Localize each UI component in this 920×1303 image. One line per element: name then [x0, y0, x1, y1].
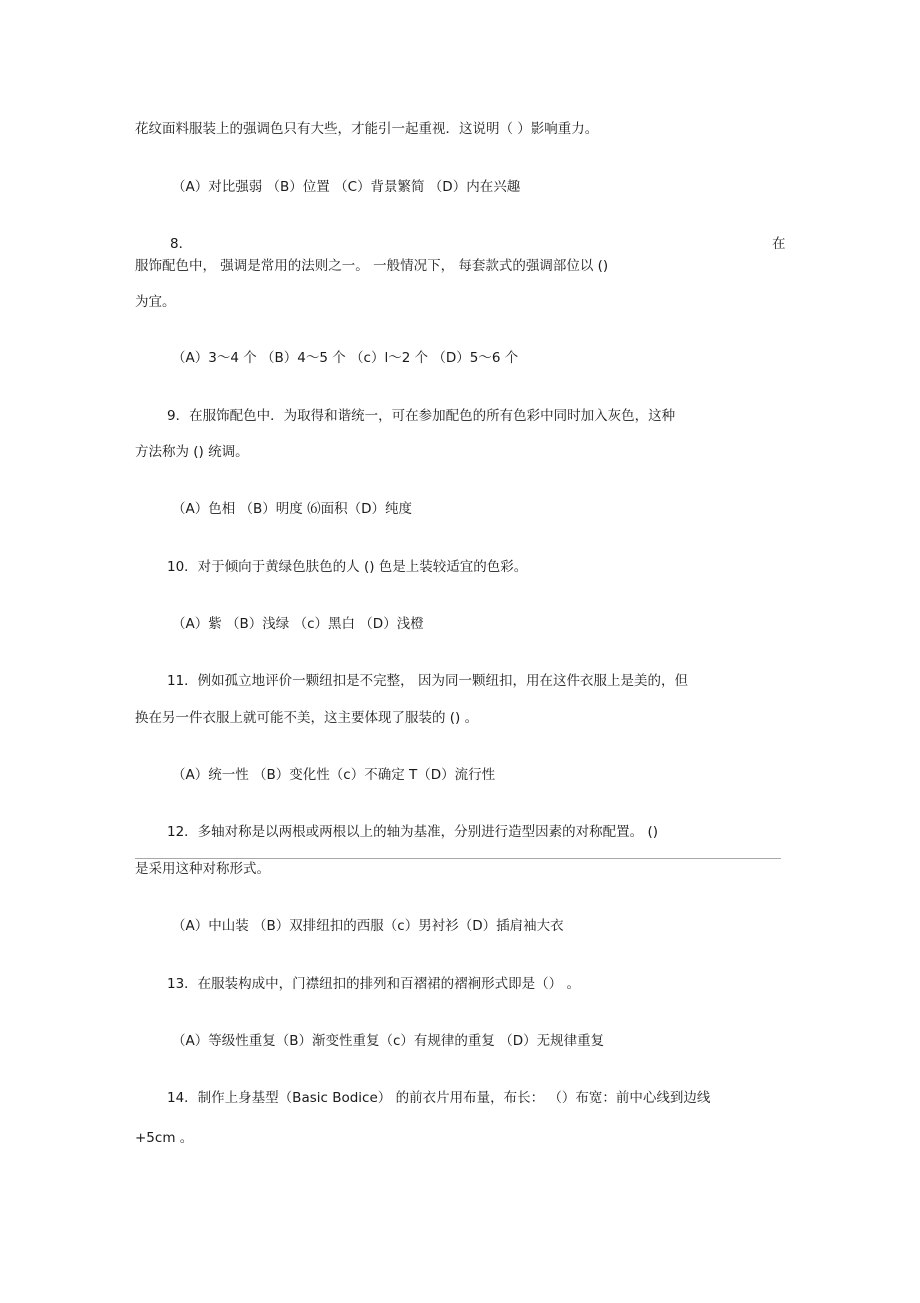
q8-options: （A）3～4 个 （B）4～5 个 （c）l～2 个 （D）5～6 个: [172, 350, 519, 366]
q8-stem-line3: 为宜。: [135, 294, 176, 310]
q12-stem-line2: 是采用这种对称形式。: [135, 861, 270, 877]
q13-stem: 13．在服装构成中，门襟纽扣的排列和百褶裙的褶裥形式即是（） 。: [167, 976, 580, 992]
q14-stem-line1: 14．制作上身基型（Basic Bodice） 的前衣片用布量，布长： （）布宽：前中心线到边线: [167, 1090, 711, 1106]
q11-stem-line1: 11．例如孤立地评价一颗纽扣是不完整， 因为同一颗纽扣，用在这件衣服上是美的，但: [167, 673, 688, 689]
q11-stem-line2: 换在另一件衣服上就可能不美，这主要体现了服装的 () 。: [135, 710, 479, 726]
q7-options: （A）对比强弱 （B）位置 （C）背景繁简 （D）内在兴趣: [172, 179, 521, 195]
q8-stem-line2: 服饰配色中， 强调是常用的法则之一。 一般情况下， 每套款式的强调部位以 (): [135, 258, 609, 274]
q8-stem-tail: 在: [772, 236, 786, 252]
q13-options: （A）等级性重复（B）渐变性重复（c）有规律的重复 （D）无规律重复: [172, 1033, 605, 1049]
q8-number: 8．: [170, 236, 193, 252]
q10-stem: 10．对于倾向于黄绿色肤色的人 () 色是上装较适宜的色彩。: [167, 559, 528, 575]
q12-stem-line1: 12．多轴对称是以两根或两根以上的轴为基准，分别进行造型因素的对称配置。 (): [167, 824, 659, 840]
q12-options: （A）中山装 （B）双排纽扣的西服（c）男衬衫（D）插肩袖大衣: [172, 918, 564, 934]
q9-options: （A）色相 （B）明度 ⑹面积（D）纯度: [172, 501, 412, 517]
q9-stem-line2: 方法称为 () 统调。: [135, 444, 249, 460]
q7-stem: 花纹面料服装上的强调色只有大些，才能引一起重视．这说明（ ）影响重力。: [135, 121, 599, 137]
q11-options: （A）统一性 （B）变化性（c）不确定 T（D）流行性: [172, 767, 496, 783]
q10-options: （A）紫 （B）浅绿 （c）黑白 （D）浅橙: [172, 616, 424, 632]
q9-stem-line1: 9．在服饰配色中．为取得和谐统一，可在参加配色的所有色彩中同时加入灰色，这种: [167, 408, 676, 424]
q14-stem-line2: +5cm 。: [135, 1130, 194, 1146]
